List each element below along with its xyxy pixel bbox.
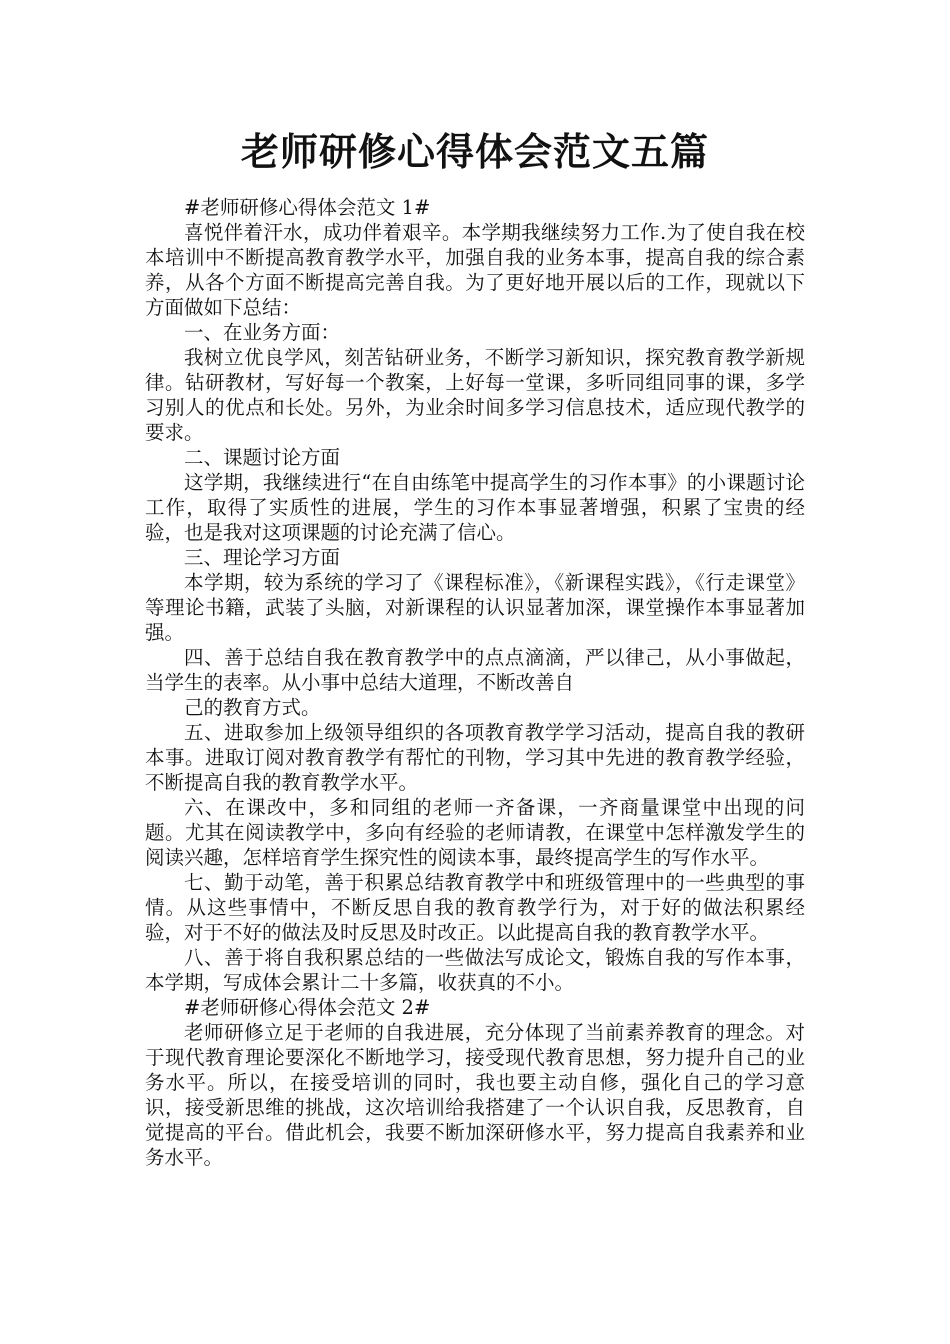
section-heading-essay-1: #老师研修心得体会范文 1#: [184, 196, 431, 219]
paragraph-essay-2: 老师研修立足于老师的自我进展，充分体现了当前素养教育的理念。对于现代教育理论要深化不断地学习，接受现代教育思想，努力提升自己的业务水平。所以，在接受培训的同时，我也要主动自修，强化自己的学习意识，接受新思维的挑战，这次培训给我搭建了一个认识自我，反思教育，自觉提高的平台。借此机会，我要不断加深研修水平，努力提高自我素养和业务水平。: [145, 1021, 805, 1169]
document-title: 老师研修心得体会范文五篇: [240, 130, 709, 174]
paragraph-point-8: 八、善于将自我积累总结的一些做法写成论文，锻炼自我的写作本事，本学期，写成体会累计二十多篇，收获真的不小。: [145, 946, 805, 994]
paragraph-research: 这学期，我继续进行“在自由练笔中提高学生的习作本事》的小课题讨论工作，取得了实质性的进展，学生的习作本事显著增强，积累了宝贵的经验，也是我对这项课题的讨论充满了信心。: [145, 471, 805, 544]
paragraph-point-5: 五、进取参加上级领导组织的各项教育教学学习活动，提高自我的教研本事。进取订阅对教育教学有帮忙的刊物，学习其中先进的教育教学经验，不断提高自我的教育教学水平。: [145, 721, 805, 794]
paragraph-intro: 喜悦伴着汗水，成功伴着艰辛。本学期我继续努力工作.为了使自我在校本培训中不断提高教育教学水平，加强自我的业务本事，提高自我的综合素养，从各个方面不断提高完善自我。为了更好地开展以后的工作，现就以下方面做如下总结：: [145, 221, 805, 319]
paragraph-business: 我树立优良学风，刻苦钻研业务，不断学习新知识，探究教育教学新规律。钻研教材，写好每一个教案，上好每一堂课，多听同组同事的课，多学习别人的优点和长处。另外，为业余时间多学习信息技术，适应现代教学的要求。: [145, 346, 805, 444]
paragraph-point-4-continued: 己的教育方式。: [184, 696, 321, 719]
paragraph-point-4: 四、善于总结自我在教育教学中的点点滴滴，严以律己，从小事做起，当学生的表率。从小事中总结大道理，不断改善自: [145, 646, 805, 694]
section-heading-essay-2: #老师研修心得体会范文 2#: [184, 996, 431, 1019]
section-heading-business: 一、在业务方面：: [184, 321, 341, 344]
paragraph-theory: 本学期，较为系统的学习了《课程标准》，《新课程实践》，《行走课堂》等理论书籍，武装了头脑，对新课程的认识显著加深，课堂操作本事显著加强。: [145, 571, 805, 644]
paragraph-point-7: 七、勤于动笔，善于积累总结教育教学中和班级管理中的一些典型的事情。从这些事情中，不断反思自我的教育教学行为，对于好的做法积累经验，对于不好的做法及时反思及时改正。以此提高自我的教育教学水平。: [145, 871, 805, 944]
document-body: [145, 195, 805, 1170]
section-heading-theory: 三、理论学习方面: [184, 546, 341, 569]
paragraph-point-6: 六、在课改中，多和同组的老师一齐备课，一齐商量课堂中出现的问题。尤其在阅读教学中，多向有经验的老师请教，在课堂中怎样激发学生的阅读兴趣，怎样培育学生探究性的阅读本事，最终提高学生的写作水平。: [145, 796, 805, 869]
section-heading-research: 二、课题讨论方面: [184, 446, 341, 469]
